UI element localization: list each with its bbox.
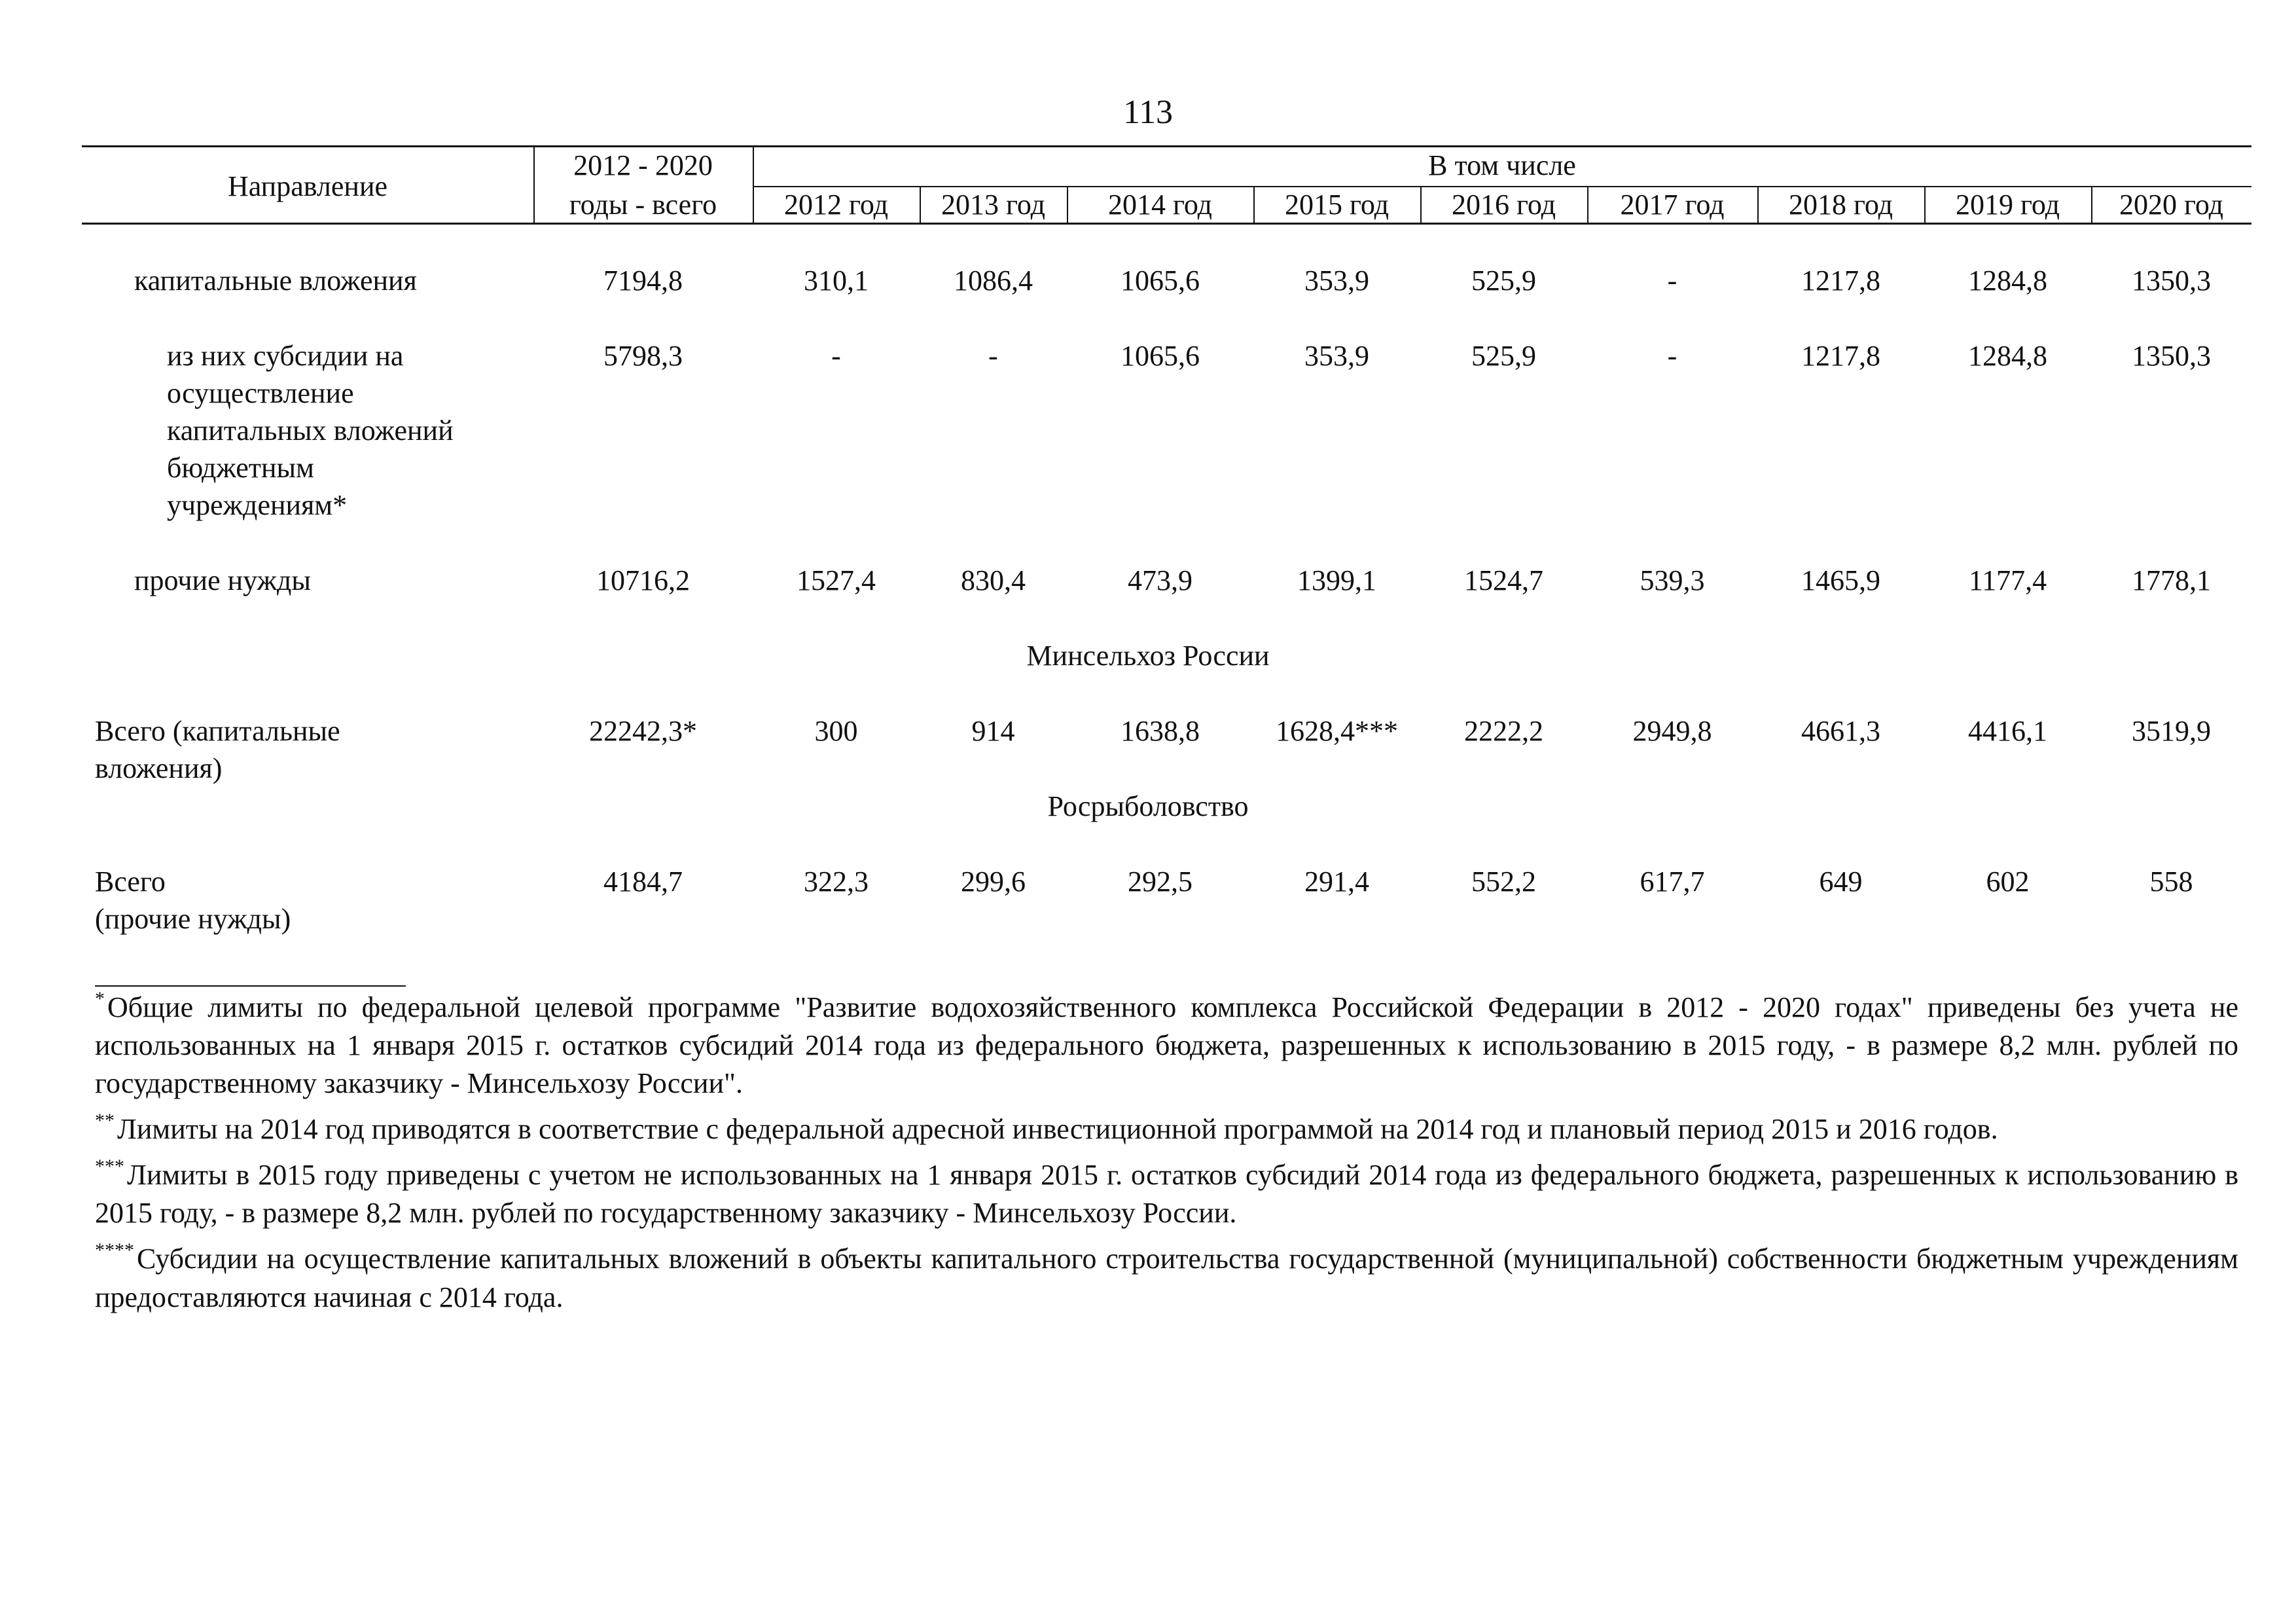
value-2016: 525,9 — [1471, 264, 1536, 297]
row-label-line: бюджетным — [167, 452, 314, 484]
value-2020: 1350,3 — [2132, 340, 2211, 372]
value-2014: 1065,6 — [1121, 264, 1200, 297]
row-label-line: осуществление — [167, 377, 354, 409]
value-2012: 1527,4 — [797, 564, 876, 596]
value-2012: - — [831, 340, 841, 372]
footnote-mark: * — [95, 988, 105, 1010]
value-2015: 353,9 — [1304, 264, 1369, 297]
footnotes — [95, 989, 2238, 1324]
value-2017: 539,3 — [1640, 564, 1705, 596]
header-year-2019: 2019 год — [1955, 189, 2060, 221]
header-year-2015: 2015 год — [1284, 189, 1390, 221]
value-2016: 552,2 — [1471, 866, 1536, 898]
footnote-text: Субсидии на осуществление капитальных вложений в объекты капитального строительства государственной (муниципальной) собственности бюджетным учреждениям предоставляются начиная с 2014 года. — [95, 1243, 2238, 1313]
value-2017: 617,7 — [1640, 866, 1705, 898]
value-2016: 2222,2 — [1464, 715, 1543, 747]
value-2013: 830,4 — [961, 564, 1026, 596]
value-2013: 299,6 — [961, 866, 1026, 898]
row-label-line: Всего (капитальные — [95, 715, 340, 747]
value-2016: 525,9 — [1471, 340, 1536, 372]
footnote — [95, 1110, 2238, 1148]
header-year-2018: 2018 год — [1788, 189, 1893, 221]
header-year-2020: 2020 год — [2119, 189, 2224, 221]
row-label: прочие нужды — [134, 564, 311, 596]
value-2017: - — [1667, 264, 1677, 297]
value-2015: 1628,4*** — [1276, 715, 1398, 747]
value-2018: 1217,8 — [1801, 264, 1880, 297]
value-2018: 1217,8 — [1801, 340, 1880, 372]
value-2020: 3519,9 — [2132, 715, 2211, 747]
row-label: капитальные вложения — [134, 264, 417, 297]
value-2015: 1399,1 — [1297, 564, 1376, 596]
row-label-line: учреждениям* — [167, 489, 348, 521]
section-heading-rosrybolovstvo: Росрыболовство — [1047, 790, 1249, 822]
footnote-mark: *** — [95, 1156, 124, 1178]
value-2014: 473,9 — [1128, 564, 1193, 596]
value-2014: 1065,6 — [1121, 340, 1200, 372]
value-2017: - — [1667, 340, 1677, 372]
row-total: 10716,2 — [596, 564, 690, 596]
value-2012: 300 — [814, 715, 858, 747]
value-2020: 1350,3 — [2132, 264, 2211, 297]
row-label-line: вложения) — [95, 752, 223, 784]
value-2015: 291,4 — [1304, 866, 1369, 898]
value-2015: 353,9 — [1304, 340, 1369, 372]
header-total-line2: годы - всего — [569, 189, 717, 221]
row-label-line: капитальных вложений — [167, 414, 454, 447]
footnote-separator — [95, 985, 406, 987]
header-year-2014: 2014 год — [1107, 189, 1213, 221]
value-2014: 1638,8 — [1121, 715, 1200, 747]
value-2019: 4416,1 — [1968, 715, 2047, 747]
header-year-2012: 2012 год — [783, 189, 889, 221]
header-year-2017: 2017 год — [1620, 189, 1725, 221]
value-2012: 310,1 — [804, 264, 869, 297]
value-2018: 649 — [1819, 866, 1863, 898]
footnote-text: Лимиты на 2014 год приводятся в соответствие с федеральной адресной инвестиционной программой на 2014 год и плановый период 2015 и 2016 годов. — [117, 1113, 1998, 1146]
row-label-line: (прочие нужды) — [95, 903, 291, 935]
section-heading-minselhoz: Минсельхоз России — [1026, 640, 1270, 672]
footnote-text: Лимиты в 2015 году приведены с учетом не использованных на 1 января 2015 г. остатков субсидий 2014 года из федерального бюджета, разрешенных к использованию в 2015 году, - в размере 8,2 млн. рублей по государственному заказчику - Минсельхозу России. — [95, 1159, 2238, 1230]
header-year-2013: 2013 год — [941, 189, 1046, 221]
row-total: 7194,8 — [603, 264, 683, 297]
value-2012: 322,3 — [804, 866, 869, 898]
value-2013: 1086,4 — [954, 264, 1033, 297]
value-2019: 1284,8 — [1968, 264, 2047, 297]
header-year-2016: 2016 год — [1451, 189, 1556, 221]
value-2014: 292,5 — [1128, 866, 1193, 898]
value-2019: 602 — [1986, 866, 2030, 898]
header-direction: Направление — [227, 170, 388, 202]
row-label-line: Всего — [95, 866, 166, 898]
value-2019: 1177,4 — [1968, 564, 2047, 596]
row-label-line: из них субсидии на — [167, 340, 404, 372]
footnote-text: Общие лимиты по федеральной целевой программе "Развитие водохозяйственного комплекса Российской Федерации в 2012 - 2020 годах" приведены без учета не использованных на 1 января 2015 г. остатков субсидий 2014 года из федерального бюджета, разрешенных к использованию в 2015 году, - в размере 8,2 млн. рублей по государственному заказчику - Минсельхозу России". — [95, 991, 2238, 1100]
header-total-line1: 2012 - 2020 — [573, 149, 713, 181]
value-2016: 1524,7 — [1464, 564, 1543, 596]
value-2013: 914 — [971, 715, 1015, 747]
value-2020: 1778,1 — [2132, 564, 2211, 596]
value-2020: 558 — [2149, 866, 2193, 898]
footnote-mark: **** — [95, 1239, 134, 1262]
footnote — [95, 1240, 2238, 1316]
footnote — [95, 1156, 2238, 1232]
page-number: 113 — [1122, 94, 1174, 131]
footnote — [95, 989, 2238, 1103]
value-2018: 1465,9 — [1801, 564, 1880, 596]
value-2018: 4661,3 — [1801, 715, 1880, 747]
footnote-mark: ** — [95, 1110, 115, 1132]
row-total: 4184,7 — [603, 866, 683, 898]
value-2017: 2949,8 — [1632, 715, 1712, 747]
header-including: В том числе — [1428, 149, 1576, 181]
row-total: 5798,3 — [603, 340, 683, 372]
row-total: 22242,3* — [589, 715, 697, 747]
value-2019: 1284,8 — [1968, 340, 2047, 372]
value-2013: - — [988, 340, 998, 372]
